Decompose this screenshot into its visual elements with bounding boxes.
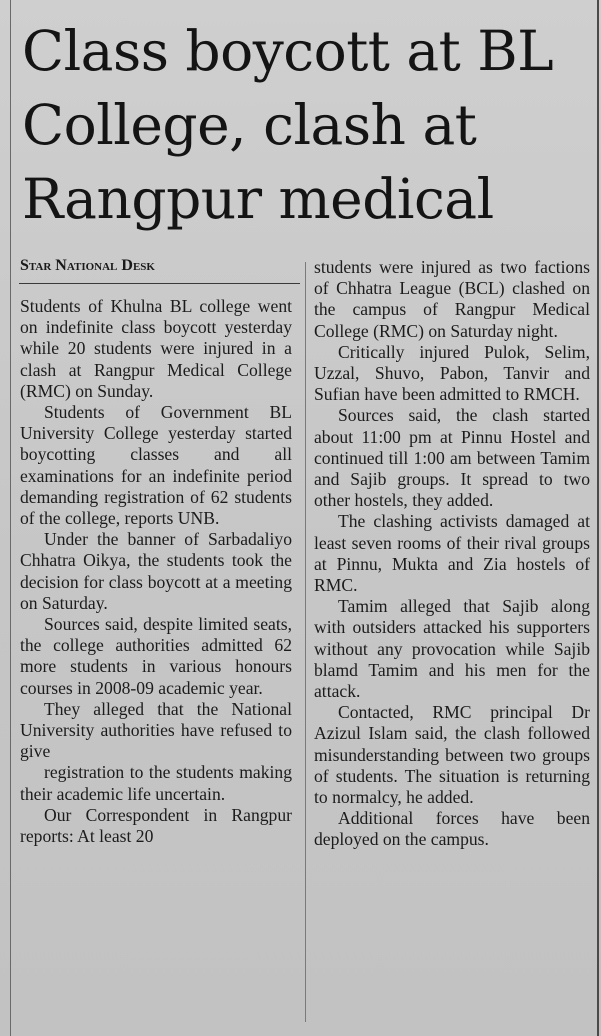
paragraph: They alleged that the National University authorities have refused to give — [20, 698, 292, 762]
paragraph: Students of Government BL University College yesterday started boycotting classes and all examinations for an indefinite period demanding registration of 62 students of the college, reports UNB. — [20, 402, 292, 529]
paragraph: Contacted, RMC principal Dr Azizul Islam said, the clash followed misunderstanding between two groups of students. The situation is returning to normalcy, he added. — [314, 702, 590, 808]
right-edge-rule — [597, 0, 599, 1036]
left-column-rule — [10, 0, 11, 1036]
paragraph: Our Correspondent in Rangpur reports: At least 20 — [20, 804, 292, 847]
headline-line: Class boycott at BL — [22, 19, 554, 83]
byline: Star National Desk — [20, 257, 155, 274]
paragraph: Additional forces have been deployed on the campus. — [314, 808, 590, 850]
right-column — [314, 257, 590, 851]
paragraph: Tamim alleged that Sajib along with outsiders attacked his supporters without any provocation while Sajib blamd Tamim and his men for the attack. — [314, 596, 590, 702]
byline-rule — [19, 283, 300, 284]
paragraph: Under the banner of Sarbadaliyo Chhatra Oikya, the students took the decision for class boycott at a meeting on Saturday. — [20, 529, 292, 613]
column-divider — [305, 262, 306, 1022]
paragraph: Students of Khulna BL college went on indefinite class boycott yesterday while 20 students were injured in a clash at Rangpur Medical College (RMC) on Sunday. — [20, 296, 292, 401]
paragraph: The clashing activists damaged at least seven rooms of their rival groups at Pinnu, Mukta and Zia hostels of RMC. — [314, 511, 590, 596]
paragraph: students were injured as two factions of Chhatra League (BCL) clashed on the campus of Rangpur Medical College (RMC) on Saturday night. — [314, 257, 590, 341]
headline-line: Rangpur medical — [22, 167, 494, 231]
paragraph: Sources said, despite limited seats, the college authorities admitted 62 more students in various honours courses in 2008-09 academic year. — [20, 614, 292, 698]
paragraph: Critically injured Pulok, Selim, Uzzal, Shuvo, Pabon, Tanvir and Sufian have been admitted to RMCH. — [314, 341, 590, 405]
paragraph: registration to the students making their academic life uncertain. — [20, 762, 292, 804]
paragraph: Sources said, the clash started about 11:00 pm at Pinnu Hostel and continued till 1:00 am between Tamim and Sajib groups. It spread to two other hostels, they added. — [314, 405, 590, 511]
left-column — [20, 296, 292, 847]
headline — [22, 14, 597, 236]
headline-line: College, clash at — [22, 93, 477, 157]
